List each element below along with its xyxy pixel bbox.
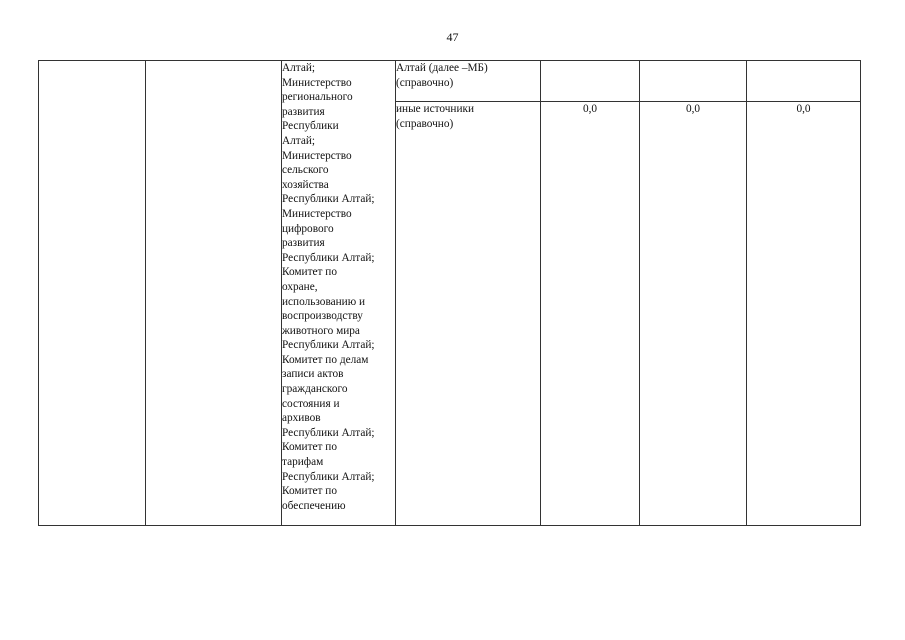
executors-line: воспроизводству: [282, 310, 363, 323]
executors-line: развития: [282, 237, 325, 250]
executors-line: Алтай;: [282, 134, 316, 147]
funding-source-line: (справочно): [396, 117, 454, 130]
document-table: [38, 60, 861, 526]
executors-line: архивов: [282, 412, 321, 425]
funding-source-line: Алтай (далее –МБ): [396, 62, 488, 74]
executors-line: Комитет по: [282, 485, 338, 498]
executors-line: тарифам: [282, 456, 324, 469]
executors-line: состояния и: [282, 397, 340, 410]
executors-line: сельского: [282, 164, 329, 177]
value-cell: 0,0: [747, 102, 861, 526]
value-cell: [640, 61, 747, 102]
executors-line: Республики Алтай;: [282, 193, 375, 206]
executors-line: Комитет по делам: [282, 353, 369, 366]
executors-line: Республики Алтай;: [282, 470, 375, 483]
page-number: 47: [446, 30, 459, 44]
value-cell: 0,0: [541, 102, 640, 526]
executors-line: обеспечению: [282, 499, 346, 512]
executors-line: Министерство: [282, 76, 352, 89]
executors-line: охране,: [282, 280, 318, 293]
executors-line: цифрового: [282, 222, 334, 235]
funding-source-line: иные источники: [396, 103, 475, 115]
executors-line: Республики Алтай;: [282, 339, 375, 352]
value-cell: [747, 61, 861, 102]
funding-source-cell: [396, 102, 541, 526]
executors-line: регионального: [282, 91, 353, 104]
executors-line: Министерство: [282, 207, 352, 220]
executors-line: Министерство: [282, 149, 352, 162]
executors-line: Республики Алтай;: [282, 251, 375, 264]
executors-cell: [282, 61, 396, 526]
value-cell: 0,0: [640, 102, 747, 526]
executors-line: Республики Алтай;: [282, 426, 375, 439]
blank-cell-name: [146, 61, 282, 526]
blank-cell-number: [39, 61, 146, 526]
executors-line: хозяйства: [282, 178, 329, 191]
table-row: [39, 61, 861, 102]
executors-line: Республики: [282, 120, 339, 133]
executors-line: Алтай;: [282, 62, 316, 74]
funding-source-cell: [396, 61, 541, 102]
executors-line: гражданского: [282, 383, 348, 396]
executors-line: Комитет по: [282, 441, 338, 454]
executors-line: использованию и: [282, 295, 366, 308]
executors-line: записи актов: [282, 368, 344, 381]
executors-line: развития: [282, 105, 325, 118]
funding-source-line: (справочно): [396, 76, 454, 89]
executors-line: животного мира: [282, 324, 360, 337]
value-cell: [541, 61, 640, 102]
executors-line: Комитет по: [282, 266, 338, 279]
